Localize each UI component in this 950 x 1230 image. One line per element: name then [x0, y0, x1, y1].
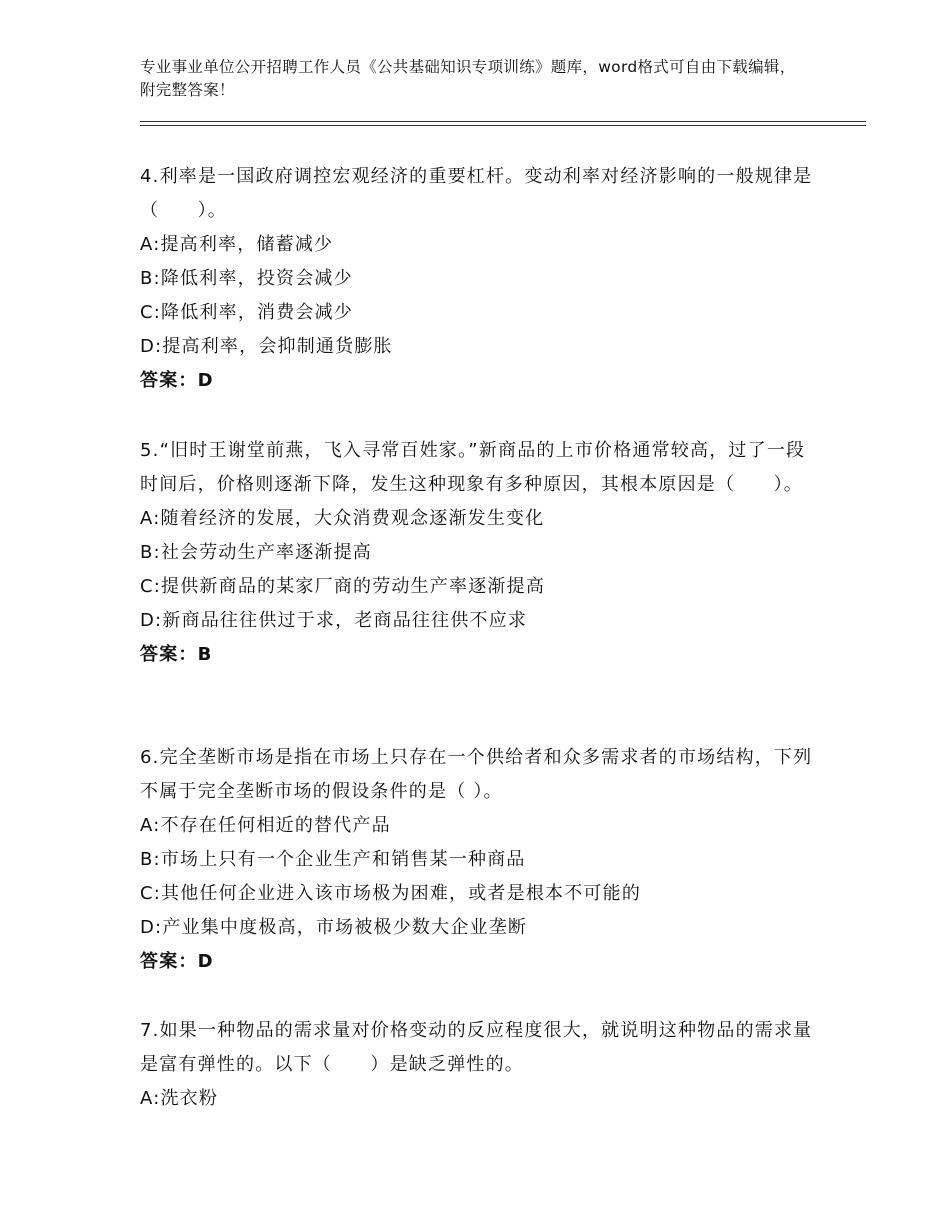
option-a: A:不存在任何相近的替代产品: [140, 815, 391, 836]
option-a: A:提高利率，储蓄减少: [140, 234, 334, 255]
question-stem: 4.利率是一国政府调控宏观经济的重要杠杆。变动利率对经济影响的一般规律是（ ）。: [140, 166, 813, 221]
option-b: B:社会劳动生产率逐渐提高: [140, 542, 373, 563]
answer: 答案：D: [140, 951, 214, 972]
question-6: [140, 741, 820, 979]
option-d: D:产业集中度极高，市场被极少数大企业垄断: [140, 917, 528, 938]
answer: 答案：B: [140, 644, 213, 665]
question-stem: 6.完全垄断市场是指在市场上只存在一个供给者和众多需求者的市场结构，下列不属于完全垄断市场的假设条件的是（ ）。: [140, 747, 813, 802]
option-c: C:降低利率，消费会减少: [140, 302, 354, 323]
question-stem: 5.“旧时王谢堂前燕，飞入寻常百姓家。”新商品的上市价格通常较高，过了一段时间后，价格则逐渐下降，发生这种现象有多种原因，其根本原因是（ ）。: [140, 440, 806, 495]
answer: 答案：D: [140, 370, 214, 391]
option-a: A:洗衣粉: [140, 1088, 219, 1109]
question-7: [140, 1014, 820, 1116]
option-a: A:随着经济的发展，大众消费观念逐渐发生变化: [140, 508, 545, 529]
option-b: B:降低利率，投资会减少: [140, 268, 353, 289]
option-c: C:其他任何企业进入该市场极为困难，或者是根本不可能的: [140, 883, 642, 904]
option-b: B:市场上只有一个企业生产和销售某一种商品: [140, 849, 526, 870]
question-stem: 7.如果一种物品的需求量对价格变动的反应程度很大，就说明这种物品的需求量是富有弹性的。以下（ ）是缺乏弹性的。: [140, 1020, 813, 1075]
question-4: [140, 160, 820, 398]
document-header: 专业事业单位公开招聘工作人员《公共基础知识专项训练》题库，word格式可自由下载编辑，附完整答案！: [140, 58, 796, 99]
question-5: [140, 434, 820, 672]
option-c: C:提供新商品的某家厂商的劳动生产率逐渐提高: [140, 576, 546, 597]
option-d: D:新商品往往供过于求，老商品往往供不应求: [140, 610, 528, 631]
header-rule-top: [140, 121, 866, 122]
option-d: D:提高利率，会抑制通货膨胀: [140, 336, 393, 357]
header-rule-bottom: [140, 125, 866, 126]
